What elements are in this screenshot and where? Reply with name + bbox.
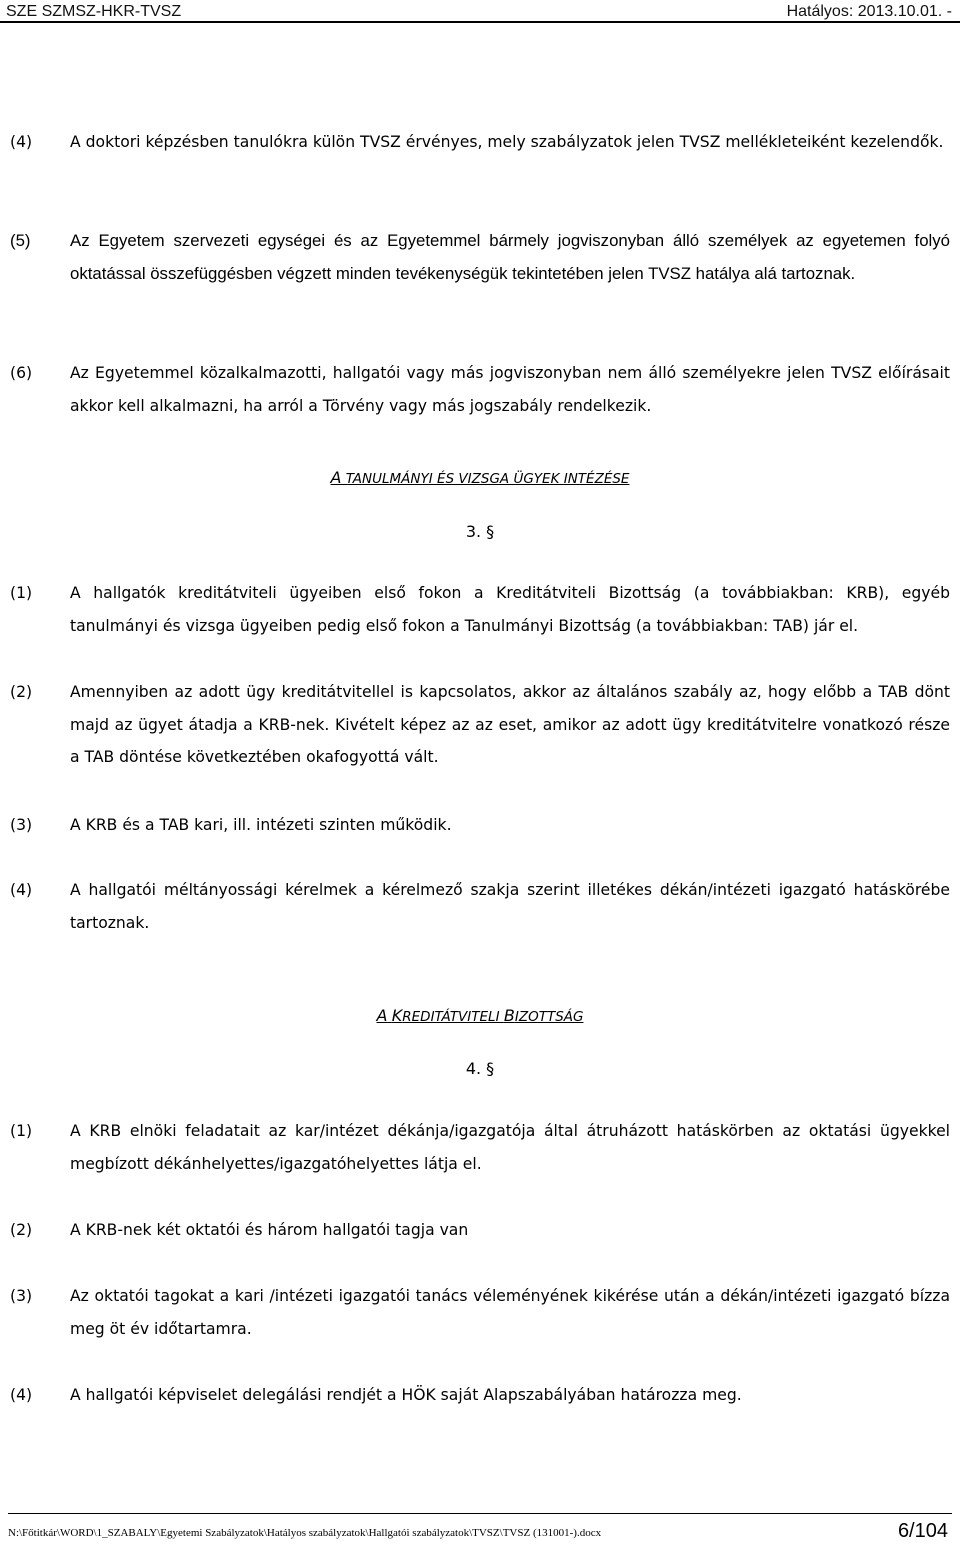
paragraph-text: A hallgatói méltányossági kérelmek a kérelmező szakja szerint illetékes dékán/intézeti igazgató hatáskörébe tartoznak.	[70, 881, 950, 932]
paragraph-text: A KRB-nek két oktatói és három hallgatói tagja van	[70, 1221, 469, 1239]
paragraph-mid-2	[10, 676, 950, 774]
paragraph-text: Az Egyetemmel közalkalmazotti, hallgatói vagy más jogviszonyban nem álló személyekre jelen TVSZ előírásait akkor kell alkalmazni, ha arról a Törvény vagy más jogszabály rendelkezik.	[70, 364, 950, 415]
section-heading-study-affairs: A TANULMÁNYI ÉS VIZSGA ÜGYEK INTÉZÉSE	[330, 468, 630, 487]
paragraph-text: A hallgatók kreditátviteli ügyeiben első fokon a Kreditátviteli Bizottság (a továbbiakban: KRB), egyéb tanulmányi és vizsga ügyeiben pedig első fokon a Tanulmányi Bizottság (a továbbiakban: TAB) jár el.	[70, 584, 950, 635]
paragraph-number: (6)	[10, 364, 33, 382]
paragraph-bottom-1	[10, 1115, 950, 1180]
paragraph-number: (1)	[10, 584, 33, 602]
paragraph-number: (4)	[10, 1386, 33, 1404]
paragraph-number: (2)	[10, 683, 33, 701]
paragraph-bottom-3	[10, 1280, 950, 1345]
paragraph-text: A hallgatói képviselet delegálási rendjét a HÖK saját Alapszabályában határozza meg.	[70, 1386, 742, 1404]
page-number: 6/104	[897, 1520, 948, 1542]
header-effective-date: Hatályos: 2013.10.01. -	[786, 3, 952, 20]
paragraph-bottom-4	[10, 1379, 950, 1412]
paragraph-mid-4	[10, 874, 950, 939]
paragraph-top-6	[10, 357, 950, 422]
paragraph-text: A KRB elnöki feladatait az kar/intézet dékánja/igazgatója által átruházott hatáskörben az oktatási ügyekkel megbízott dékánhelyettes/igazgatóhelyettes látja el.	[70, 1122, 950, 1173]
footer-rule	[8, 1513, 952, 1514]
paragraph-text: Az Egyetem szervezeti egységei és az Egyetemmel bármely jogviszonyban álló személyek az egyetemen folyó oktatással összefüggésben végzett minden tevékenységük tekintetében jelen TVSZ hatálya alá tartoznak.	[70, 231, 950, 283]
paragraph-mid-1	[10, 577, 950, 642]
paragraph-top-4	[10, 126, 950, 159]
section-number-3: 3. §	[465, 522, 495, 541]
page-header	[0, 0, 960, 22]
paragraph-text: Az oktatói tagokat a kari /intézeti igazgatói tanács véleményének kikérése után a dékán/intézeti igazgató bízza meg öt év időtartamra.	[70, 1287, 950, 1338]
paragraph-number: (1)	[10, 1122, 33, 1140]
section-number-4: 4. §	[465, 1059, 495, 1078]
header-doc-id: SZE SZMSZ-HKR-TVSZ	[6, 3, 182, 20]
paragraph-mid-3	[10, 809, 950, 842]
paragraph-number: (5)	[10, 231, 31, 250]
paragraph-number: (3)	[10, 816, 33, 834]
paragraph-number: (4)	[10, 881, 33, 899]
paragraph-text: A doktori képzésben tanulókra külön TVSZ érvényes, mely szabályzatok jelen TVSZ mellékleteiként kezelendők.	[70, 133, 944, 151]
paragraph-bottom-2	[10, 1214, 950, 1247]
header-rule	[0, 21, 960, 23]
paragraph-number: (4)	[10, 133, 33, 151]
paragraph-top-5	[10, 225, 950, 290]
footer-file-path: N:\Főtitkár\WORD\1_SZABALY\Egyetemi Szabályzatok\Hatályos szabályzatok\Hallgatói szabályzatok\TVSZ\TVSZ (131001-).docx	[8, 1527, 602, 1539]
section-heading-credit-committee: A KREDITÁTVITELI BIZOTTSÁG	[376, 1006, 584, 1025]
paragraph-number: (3)	[10, 1287, 33, 1305]
paragraph-text: Amennyiben az adott ügy kreditátvitellel is kapcsolatos, akkor az általános szabály az, hogy előbb a TAB dönt majd az ügyet átadja a KRB-nek. Kivételt képez az az eset, amikor az adott ügy kreditátvitelre vonatkozó része a TAB döntése következtében okafogyottá vált.	[70, 683, 950, 766]
paragraph-number: (2)	[10, 1221, 33, 1239]
paragraph-text: A KRB és a TAB kari, ill. intézeti szinten működik.	[70, 816, 452, 834]
